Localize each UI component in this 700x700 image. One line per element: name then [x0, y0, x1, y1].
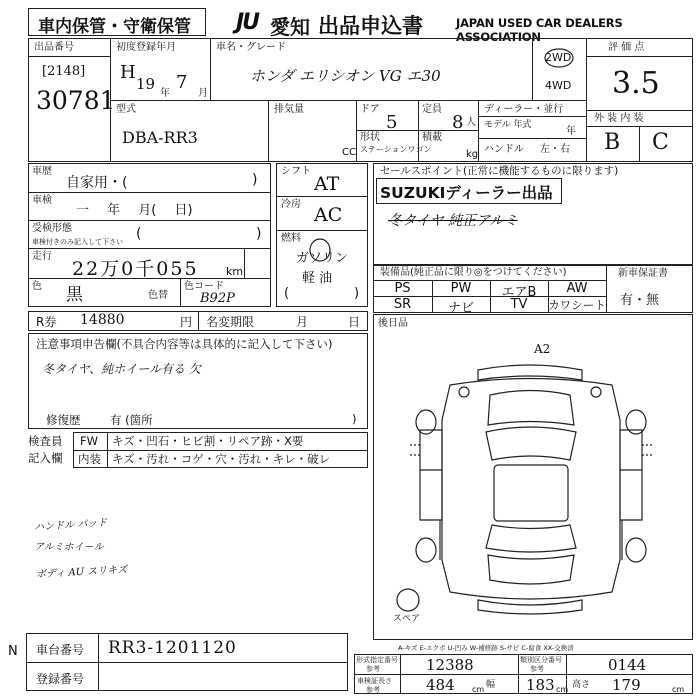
handwritten-note-1: ハンドル パッド: [33, 517, 108, 534]
fuel-label: 燃料: [281, 233, 301, 244]
length-value: 484: [426, 676, 455, 694]
new-warranty-value: 有・無: [620, 293, 660, 308]
load-label: 積載: [422, 132, 442, 143]
model-year-label: モデル 年式: [484, 120, 532, 130]
lot-number: 30781: [36, 86, 116, 115]
shift-value: AT: [314, 173, 340, 195]
color-code-label: 色コード: [184, 281, 224, 292]
model-value: DBA-RR3: [122, 128, 198, 147]
class-label: 類別区分番号: [520, 656, 562, 664]
first-reg-year: 19: [136, 75, 156, 93]
equip-aw: AW: [566, 281, 588, 296]
exterior-grade: B: [604, 130, 621, 155]
width-value: 183: [526, 676, 555, 694]
history-value: 自家用・(: [66, 175, 128, 191]
diagram-note: A2: [534, 342, 551, 356]
receipt-sub: 車検付きのみ記入して下さい: [32, 238, 123, 246]
shape-value: ステーションワゴン: [360, 145, 432, 154]
inspection-value: 一 年 月( 日): [76, 203, 193, 218]
color-change-label: 色替: [148, 290, 168, 301]
fuel-gasoline: ガソリン: [296, 251, 349, 266]
margin-mark: N: [8, 644, 18, 659]
doors-value: 5: [386, 112, 398, 133]
ext-int-label: 外 装 内 装: [594, 113, 644, 124]
aircon-label: 冷房: [281, 199, 301, 210]
registration-label: 登録番号: [36, 672, 85, 686]
fw-label: FW: [80, 434, 98, 448]
repair-label: 修復歴: [46, 413, 81, 427]
type-value: 12388: [426, 656, 474, 674]
capacity-label: 定員: [422, 104, 442, 115]
capacity-value: 8: [452, 112, 464, 133]
color-code: B92P: [200, 291, 235, 306]
car-name-label: 車名・グレード: [216, 42, 286, 53]
notes-label: 注意事項申告欄(不具合内容等は具体的に記入して下さい): [36, 337, 333, 351]
doc-title: 出品申込書: [318, 14, 423, 38]
inspection-label: 車検: [32, 195, 52, 206]
grade-value: 3.5: [612, 66, 660, 101]
first-reg-era: H: [120, 62, 136, 83]
drive-2wd: 2WD: [545, 51, 572, 64]
aircon-value: AC: [314, 204, 343, 226]
rear-items-label: 後日品: [378, 318, 408, 329]
equip-ps: PS: [394, 281, 411, 296]
recycle-value: 14880: [80, 312, 125, 328]
equip-airbag: エアB: [501, 285, 537, 300]
shape-label: 形状: [360, 132, 380, 143]
height-label: 高さ: [572, 680, 591, 690]
color-label: 色: [32, 281, 42, 292]
height-value: 179: [612, 676, 641, 694]
grade-label: 評 価 点: [608, 42, 645, 53]
selling-points-label: セールスポイント(正常に機能するものに限ります): [380, 165, 619, 177]
new-warranty-label: 新車保証書: [618, 268, 668, 279]
handle-options: 左・右: [540, 144, 570, 155]
org-name-en: JAPAN USED CAR DEALERS ASSOCIATION: [456, 16, 623, 44]
chassis-value: RR3-1201120: [108, 638, 237, 658]
equip-leather: カワシート: [548, 298, 606, 312]
model-label: 型式: [116, 104, 136, 115]
name-change-label: 名変期限: [206, 315, 255, 329]
notes-value: 冬タイヤ、純ホイール有る 欠: [42, 362, 201, 376]
displacement-label: 排気量: [274, 104, 304, 115]
inspector-label-1: 検査員: [28, 434, 63, 448]
interior-items: キズ・汚れ・コゲ・穴・汚れ・キレ・破レ: [112, 452, 331, 466]
dealer-badge: SUZUKIディーラー出品: [380, 184, 553, 202]
inspector-label-2: 記入欄: [28, 451, 63, 465]
ju-logo: JU: [236, 10, 259, 35]
color-value: 黒: [66, 285, 83, 305]
shift-label: シフト: [281, 166, 311, 177]
car-name-value: ホンダ エリシオン VG エ30: [250, 67, 441, 85]
fuel-diesel: 軽 油: [302, 271, 333, 286]
class-value: 0144: [608, 656, 647, 674]
lot-label: 出品番号: [34, 42, 74, 53]
equip-sr: SR: [393, 297, 412, 312]
storage-note: 車内保管・守衛保管: [38, 17, 191, 37]
spare-label: スペア: [393, 614, 421, 624]
equip-tv: TV: [510, 297, 528, 312]
fw-items: キズ・凹石・ヒビ割・リペア跡・X要: [112, 434, 304, 448]
lot-sub-number: [2148]: [42, 64, 86, 79]
handwritten-note-2: アルミホイール: [34, 542, 104, 553]
dealer-label: ディーラー・並行: [484, 104, 564, 115]
receipt-label: 受検形態: [32, 223, 72, 234]
mileage-value: 22万0千055: [72, 258, 199, 280]
first-reg-month: 7: [176, 72, 188, 93]
width-label: 幅: [486, 680, 496, 690]
damage-diagram-block: [373, 314, 693, 640]
damage-legend: A-キズ E-エクボ U-凹み W-補修跡 S-サビ C-腐食 XX-交換済: [398, 644, 574, 652]
handle-label: ハンドル: [484, 144, 524, 155]
first-reg-label: 初度登録年月: [116, 42, 176, 53]
chassis-label: 車台番号: [36, 643, 85, 657]
doors-label: ドア: [360, 104, 380, 115]
recycle-label: R券: [36, 315, 57, 329]
length-label: 車検証長さ: [357, 677, 392, 685]
type-label: 形式指定番号: [356, 656, 398, 664]
equip-pw: PW: [450, 281, 472, 296]
vehicle-detail-block: [28, 163, 271, 307]
handwritten-note-3: ボディ AU スリキズ: [35, 564, 128, 581]
history-label: 車歴: [32, 166, 52, 177]
org-name: 愛知: [270, 15, 310, 39]
equip-navi: ナビ: [447, 301, 474, 316]
interior-label: 内装: [78, 452, 101, 466]
equipment-label: 装備品(純正品に限り◎をつけてください): [380, 267, 567, 278]
struck-selling-point: 冬タイヤ 純正アルミ: [388, 213, 518, 229]
interior-grade: C: [652, 130, 669, 155]
repair-value: 有 (箇所: [110, 413, 153, 427]
mileage-label: 走行: [32, 251, 52, 262]
drive-4wd: 4WD: [545, 79, 572, 92]
